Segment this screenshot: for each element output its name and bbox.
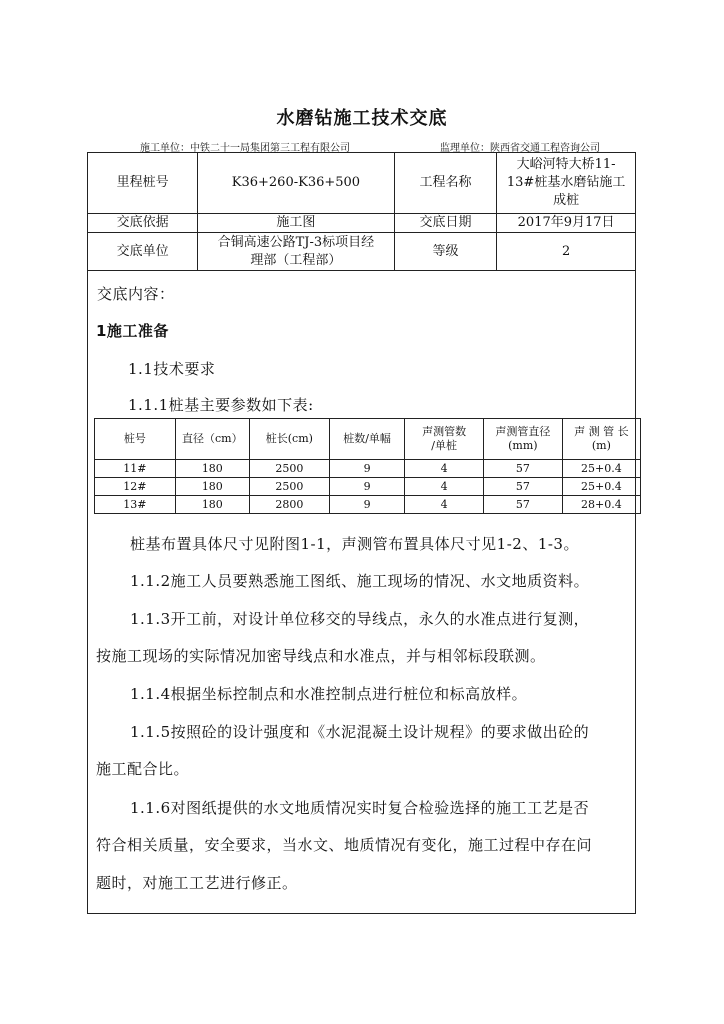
- col-header: 声测管数 /单桩: [405, 419, 483, 460]
- date-value: 2017年9月17日: [497, 214, 636, 233]
- col-header: 声 测 管 长 (m): [562, 419, 640, 460]
- construction-unit: 施工单位：中铁二十一局集团第三工程有限公司: [140, 143, 350, 154]
- table-row: 11# 180 2500 9 4 57 25+0.4: [95, 460, 641, 478]
- col-header: 桩长(cm): [249, 419, 329, 460]
- basis-label: 交底依据: [88, 214, 198, 233]
- paragraph-after-table: 桩基布置具体尺寸见附图1-1，声测管布置具体尺寸见1-2、1-3。: [130, 535, 579, 553]
- header-table: [87, 152, 636, 271]
- table-row: 13# 180 2800 9 4 57 28+0.4: [95, 496, 641, 514]
- grade-value: 2: [497, 233, 636, 271]
- pile-parameter-table: [94, 418, 641, 514]
- col-header: 桩号: [95, 419, 176, 460]
- table-row: 12# 180 2500 9 4 57 25+0.4: [95, 478, 641, 496]
- unit-label: 交底单位: [88, 233, 198, 271]
- project-label: 工程名称: [394, 153, 497, 214]
- paragraph-1-1-5-line1: 1.1.5按照砼的设计强度和《水泥混凝土设计规程》的要求做出砼的: [130, 723, 590, 741]
- paragraph-1-1-6-line2: 符合相关质量，安全要求，当水文、地质情况有变化，施工过程中存在问: [96, 836, 593, 854]
- paragraph-1-1-3-line2: 按施工现场的实际情况加密导线点和水准点，并与相邻标段联测。: [96, 647, 546, 665]
- paragraph-1-1-4: 1.1.4根据坐标控制点和水准控制点进行桩位和标高放样。: [130, 685, 528, 703]
- paragraph-1-1-1: 1.1.1桩基主要参数如下表:: [128, 396, 314, 414]
- paragraph-1-1-2: 1.1.2施工人员要熟悉施工图纸、施工现场的情况、水文地质资料。: [130, 572, 590, 590]
- col-header: 桩数/单幅: [329, 419, 405, 460]
- subsection-heading: 1.1技术要求: [128, 360, 216, 378]
- date-label: 交底日期: [394, 214, 497, 233]
- basis-value: 施工图: [198, 214, 394, 233]
- project-value: 大峪河特大桥11- 13#桩基水磨钻施工 成桩: [497, 153, 636, 214]
- paragraph-1-1-5-line2: 施工配合比。: [96, 760, 190, 778]
- paragraph-1-1-6-line3: 题时，对施工工艺进行修正。: [96, 874, 298, 892]
- supervision-unit: 监理单位：陕西省交通工程咨询公司: [440, 143, 600, 154]
- paragraph-1-1-6-line1: 1.1.6对图纸提供的水文地质情况实时复合检验选择的施工工艺是否: [130, 799, 590, 817]
- document-title: 水磨钻施工技术交底: [276, 108, 448, 129]
- mileage-label: 里程桩号: [88, 153, 198, 214]
- section-heading: 1施工准备: [96, 322, 169, 340]
- col-header: 直径（cm）: [175, 419, 249, 460]
- unit-value: 合铜高速公路TJ-3标项目经 理部（工程部）: [198, 233, 394, 271]
- grade-label: 等级: [394, 233, 497, 271]
- col-header: 声测管直径 (mm): [483, 419, 562, 460]
- mileage-value: K36+260-K36+500: [198, 153, 394, 214]
- paragraph-1-1-3-line1: 1.1.3开工前，对设计单位移交的导线点，永久的水准点进行复测，: [130, 610, 590, 628]
- content-label: 交底内容：: [97, 285, 175, 303]
